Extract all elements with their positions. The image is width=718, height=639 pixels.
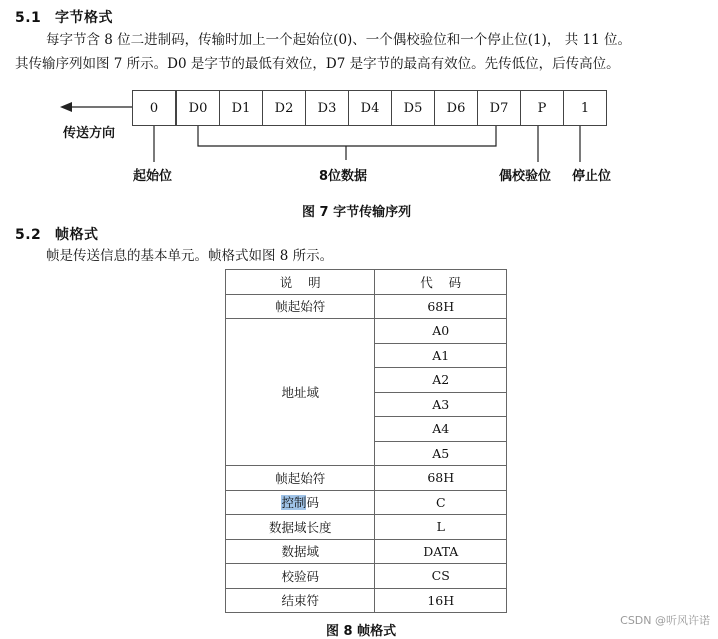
paragraph-line: 其传输序列如图 7 所示。D0 是字节的最低有效位，D7 是字节的最高有效位。先传低位，后传高位。: [15, 56, 620, 72]
bit-cell: D7: [477, 90, 521, 126]
bit-cell: D6: [434, 90, 478, 126]
section-title: 字节格式: [55, 10, 113, 26]
bit-cell: D0: [176, 90, 220, 126]
frame-format-table: [225, 269, 507, 613]
table-row: [226, 294, 507, 319]
section-number: 5.2: [15, 227, 42, 243]
table-cell: DATA: [375, 539, 507, 564]
parity-bit-label: 偶校验位: [499, 169, 552, 184]
watermark: CSDN @听风许诺: [620, 614, 710, 627]
control-code-cell[interactable]: [226, 490, 375, 515]
header-cell: 代 码: [375, 270, 507, 295]
bit-cell: D3: [305, 90, 349, 126]
table-cell: C: [375, 490, 507, 515]
table-row: [226, 466, 507, 491]
table-cell: A4: [375, 417, 507, 442]
table-cell: 帧起始符: [226, 466, 375, 491]
table-cell: 数据域: [226, 539, 375, 564]
bit-cell: D1: [219, 90, 263, 126]
text: 码: [306, 495, 319, 511]
table-row: [226, 564, 507, 589]
bit-cell: D5: [391, 90, 435, 126]
table-row: [226, 539, 507, 564]
table-cell: 结束符: [226, 588, 375, 613]
data-bits-label: 8位数据: [319, 169, 368, 184]
section-number: 5.1: [15, 10, 42, 26]
table-row: [226, 588, 507, 613]
table-cell: 68H: [375, 294, 507, 319]
table-header-row: [226, 270, 507, 295]
byte-sequence: [133, 90, 607, 126]
bit-cell: D2: [262, 90, 306, 126]
stop-bit-label: 停止位: [572, 169, 612, 184]
table-cell: 校验码: [226, 564, 375, 589]
start-bit-label: 起始位: [133, 169, 173, 184]
table-cell: L: [375, 515, 507, 540]
paragraph-line: 每字节含 8 位二进制码，传输时加上一个起始位(0)、一个偶校验位和一个停止位(1)， 共 11 位。: [46, 32, 631, 48]
table-cell: 16H: [375, 588, 507, 613]
table-cell: A3: [375, 392, 507, 417]
bit-cell: 0: [132, 90, 177, 126]
table-cell: 数据域长度: [226, 515, 375, 540]
table-cell: CS: [375, 564, 507, 589]
direction-label: 传送方向: [63, 126, 116, 141]
paragraph-line: 帧是传送信息的基本单元。帧格式如图 8 所示。: [46, 248, 334, 264]
table-cell: 68H: [375, 466, 507, 491]
bit-cell: P: [520, 90, 564, 126]
table-row: [226, 490, 507, 515]
selected-text[interactable]: 控制: [281, 495, 307, 511]
figure7-caption: 图 7 字节传输序列: [302, 205, 412, 220]
bit-cell: D4: [348, 90, 392, 126]
section-heading-5-2: [15, 224, 99, 244]
address-field-cell: 地址域: [226, 319, 375, 466]
table-cell: A2: [375, 368, 507, 393]
table-cell: A1: [375, 343, 507, 368]
table-cell: 帧起始符: [226, 294, 375, 319]
figure8-caption: 图 8 帧格式: [326, 624, 397, 639]
table-row: [226, 515, 507, 540]
section-title: 帧格式: [55, 227, 99, 243]
table-cell: A0: [375, 319, 507, 344]
table-cell: A5: [375, 441, 507, 466]
header-cell: 说 明: [226, 270, 375, 295]
bit-cell: 1: [563, 90, 607, 126]
table-row: [226, 319, 507, 344]
